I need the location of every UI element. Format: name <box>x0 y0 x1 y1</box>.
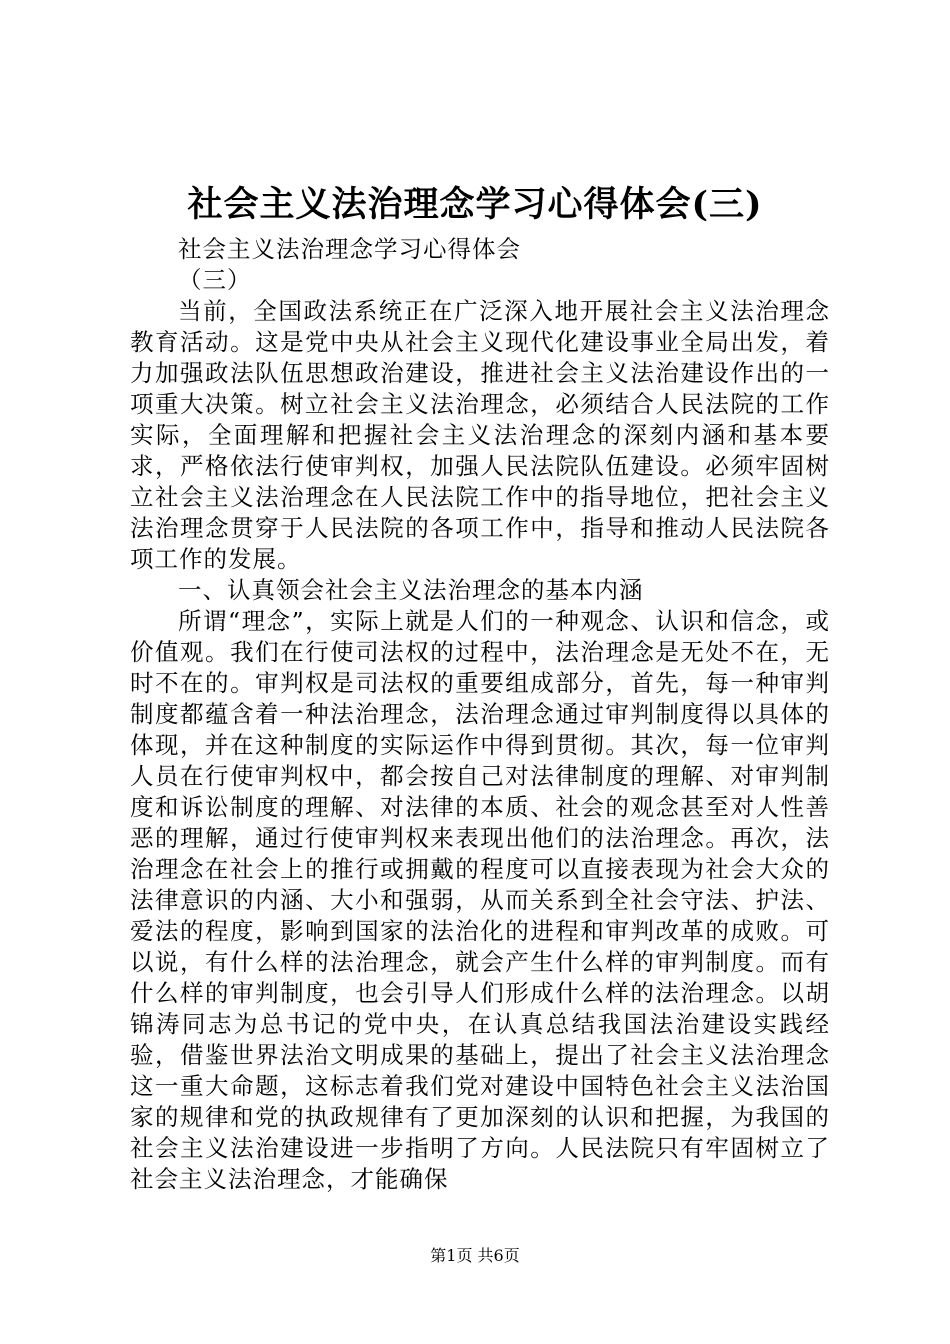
subtitle-line-2: （三） <box>178 266 252 294</box>
section-heading-1: 一、认真领会社会主义法治理念的基本内涵 <box>178 576 644 604</box>
subtitle-line-1: 社会主义法治理念学习心得体会 <box>178 235 521 263</box>
document-title: 社会主义法治理念学习心得体会(三) <box>187 184 763 225</box>
document-body <box>130 234 830 1195</box>
paragraph-section-1: 所谓“理念”，实际上就是人们的一种观念、认识和信念，或价值观。我们在行使司法权的过程中，法治理念是无处不在，无时不在的。审判权是司法权的重要组成部分，首先，每一种审判制度都蕴含着一种法治理念，法治理念通过审判制度得以具体的体现，并在这种制度的实际运作中得到贯彻。其次，每一位审判人员在行使审判权中，都会按自己对法律制度的理解、对审判制度和诉讼制度的理解、对法律的本质、社会的观念甚至对人性善恶的理解，通过行使审判权来表现出他们的法治理念。再次，法治理念在社会上的推行或拥戴的程度可以直接表现为社会大众的法律意识的内涵、大小和强弱，从而关系到全社会守法、护法、爱法的程度，影响到国家的法治化的进程和审判改革的成败。可以说，有什么样的法治理念，就会产生什么样的审判制度。而有什么样的审判制度，也会引导人们形成什么样的法治理念。以胡锦涛同志为总书记的党中央，在认真总结我国法治建设实践经验，借鉴世界法治文明成果的基础上，提出了社会主义法治理念这一重大命题，这标志着我们党对建设中国特色社会主义法治国家的规律和党的执政规律有了更加深刻的认识和把握，为我国的社会主义法治建设进一步指明了方向。人民法院只有牢固树立了社会主义法治理念，才能确保 <box>130 607 830 1193</box>
page-footer: 第1页 共6页 <box>430 1246 520 1265</box>
paragraph-intro: 当前，全国政法系统正在广泛深入地开展社会主义法治理念教育活动。这是党中央从社会主义现代化建设事业全局出发，着力加强政法队伍思想政治建设，推进社会主义法治建设作出的一项重大决策。树立社会主义法治理念，必须结合人民法院的工作实际，全面理解和把握社会主义法治理念的深刻内涵和基本要求，严格依法行使审判权，加强人民法院队伍建设。必须牢固树立社会主义法治理念在人民法院工作中的指导地位，把社会主义法治理念贯穿于人民法院的各项工作中，指导和推动人民法院各项工作的发展。 <box>130 297 830 573</box>
